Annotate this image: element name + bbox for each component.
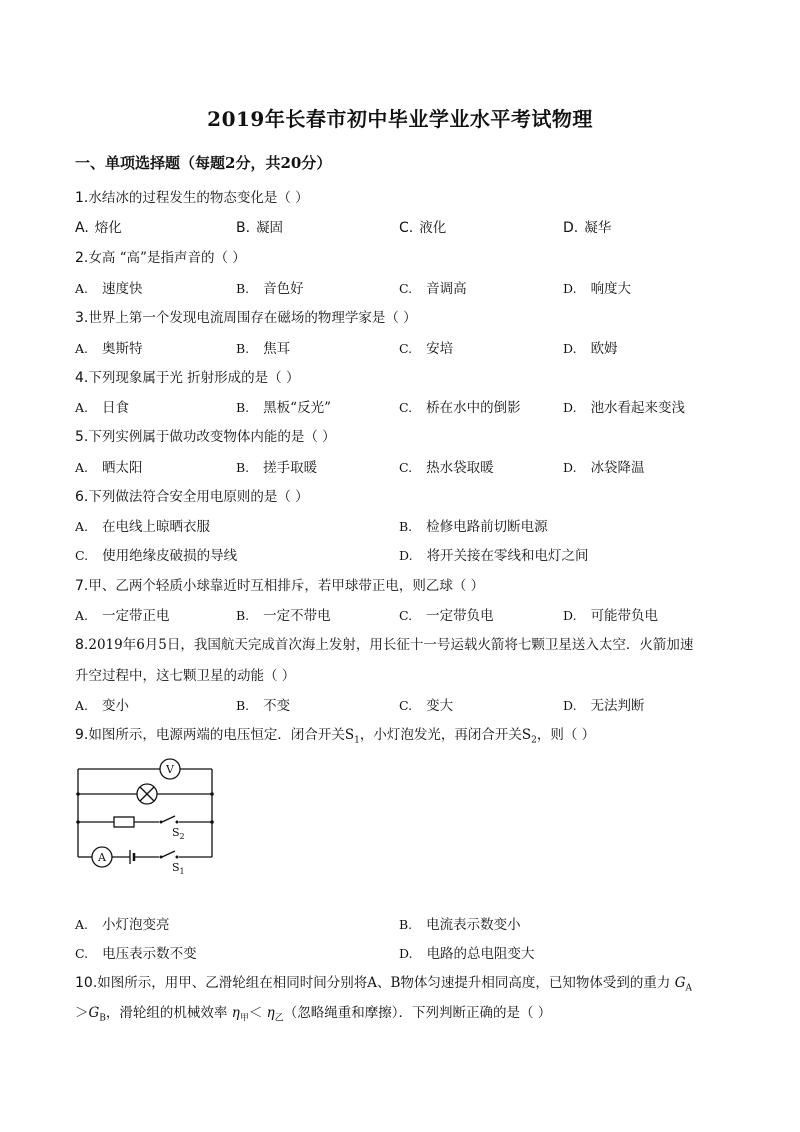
option-d: D. 无法判断 (563, 698, 645, 714)
question-10: 10.如图所示，用甲、乙滑轮组在相同时间分别将A、B物体匀速提升相同高度，已知物体受到的重力 $G_A$ (75, 975, 693, 994)
question-text: 下列现象属于光 折射形成的是（ ） (88, 370, 300, 386)
option-a: A. 速度快 (75, 281, 143, 297)
question-text: 2019年6月5日，我国航天完成首次海上发射，用长征十一号运载火箭将七颗卫星送入太空．火箭加速 (88, 637, 694, 653)
question-9: 9.如图所示，电源两端的电压恒定．闭合开关$S_1$，小灯泡发光，再闭合开关$S_2$，则（ ） (75, 727, 596, 746)
ammeter-label: A (98, 851, 106, 864)
question-text: 水结冰的过程发生的物态变化是（ ） (88, 190, 309, 206)
question-number: 6. (75, 489, 89, 505)
question-text: 甲、乙两个轻质小球靠近时互相排斥，若甲球带正电，则乙球（ ） (88, 578, 485, 594)
circuit-diagram (66, 752, 226, 882)
option-d: D. 池水看起来变浅 (563, 400, 686, 416)
question-number: 5. (75, 429, 89, 445)
option-d: D. 可能带负电 (563, 608, 659, 624)
option-b: B. 音色好 (236, 281, 304, 297)
s1-label: $S_1$ (172, 861, 185, 876)
option-c: C. 安培 (399, 341, 454, 357)
option-a: A. 熔化 (75, 220, 122, 236)
option-d: D. 欧姆 (563, 341, 618, 357)
question-number: 2. (75, 250, 89, 266)
option-a: A. 日食 (75, 400, 130, 416)
option-a: A. 在电线上晾晒衣服 (75, 519, 211, 535)
option-a: A. 变小 (75, 698, 130, 714)
option-a: A. 一定带正电 (75, 608, 170, 624)
switch-s2-icon (162, 816, 175, 822)
option-b: B. 凝固 (236, 220, 284, 236)
question-4 (75, 366, 299, 386)
question-text: 女高 “高”是指声音的（ ） (88, 250, 246, 266)
switch-contact (160, 856, 163, 859)
option-b: B. 检修电路前切断电源 (399, 519, 548, 535)
option-c: C. 音调高 (399, 281, 467, 297)
option-b: B. 一定不带电 (236, 608, 331, 624)
question-7 (75, 574, 484, 594)
junction-dot (76, 820, 80, 824)
option-c: C. 变大 (399, 698, 454, 714)
switch-s1-icon (162, 851, 175, 857)
option-b: B. 不变 (236, 698, 291, 714)
question-2 (75, 246, 246, 266)
resistor-icon (114, 817, 134, 827)
question-text: 下列做法符合安全用电原则的是（ ） (88, 489, 309, 505)
question-8-line2: 升空过程中，这七颗卫星的动能（ ） (75, 668, 296, 684)
question-text: 世界上第一个发现电流周围存在磁场的物理学家是（ ） (88, 310, 417, 326)
option-d: D. 响度大 (563, 281, 632, 297)
option-d: D. 冰袋降温 (563, 460, 645, 476)
question-text: 下列实例属于做功改变物体内能的是（ ） (88, 429, 336, 445)
option-b: B. 电流表示数变小 (399, 917, 521, 933)
option-c: C. 桥在水中的倒影 (399, 400, 521, 416)
page-title: 2019年长春市初中毕业学业水平考试物理 (207, 107, 593, 131)
junction-dot (210, 820, 214, 824)
option-a: A. 小灯泡变亮 (75, 917, 170, 933)
option-a: A. 晒太阳 (75, 460, 143, 476)
question-number: 4. (75, 370, 89, 386)
option-b: B. 黑板“反光” (236, 400, 331, 416)
question-number: 3. (75, 310, 89, 326)
question-number: 8. (75, 637, 89, 653)
option-c: C. 热水袋取暖 (399, 460, 494, 476)
question-number: 1. (75, 190, 89, 206)
option-a: A. 奥斯特 (75, 341, 143, 357)
option-c: C. 液化 (399, 220, 447, 236)
question-number: 7. (75, 578, 89, 594)
option-b: B. 搓手取暖 (236, 460, 318, 476)
question-number: 9. (75, 727, 89, 743)
question-8 (75, 633, 693, 653)
junction-dot (76, 792, 80, 796)
question-3 (75, 306, 417, 326)
question-5 (75, 425, 336, 445)
option-d: D. 凝华 (563, 220, 612, 236)
voltmeter-label: V (166, 763, 174, 776)
option-c: C. 使用绝缘皮破损的导线 (75, 548, 238, 564)
switch-contact (176, 856, 179, 859)
switch-contact (176, 821, 179, 824)
option-c: C. 一定带负电 (399, 608, 494, 624)
question-10-line2: $>G_B$，滑轮组的机械效率 $\eta_甲< \eta_乙$（忽略绳重和摩擦）．下列判断正确的是（ ） (75, 1005, 552, 1024)
option-c: C. 电压表示数不变 (75, 946, 197, 962)
question-1 (75, 186, 309, 206)
s2-label: $S_2$ (172, 826, 185, 841)
option-d: D. 将开关接在零线和电灯之间 (399, 548, 589, 564)
option-b: B. 焦耳 (236, 341, 291, 357)
section-heading: 一、单项选择题（每题2分，共20分） (75, 154, 332, 172)
switch-contact (160, 821, 163, 824)
junction-dot (210, 792, 214, 796)
option-d: D. 电路的总电阻变大 (399, 946, 535, 962)
question-number: 10. (75, 975, 98, 991)
question-6 (75, 485, 309, 505)
